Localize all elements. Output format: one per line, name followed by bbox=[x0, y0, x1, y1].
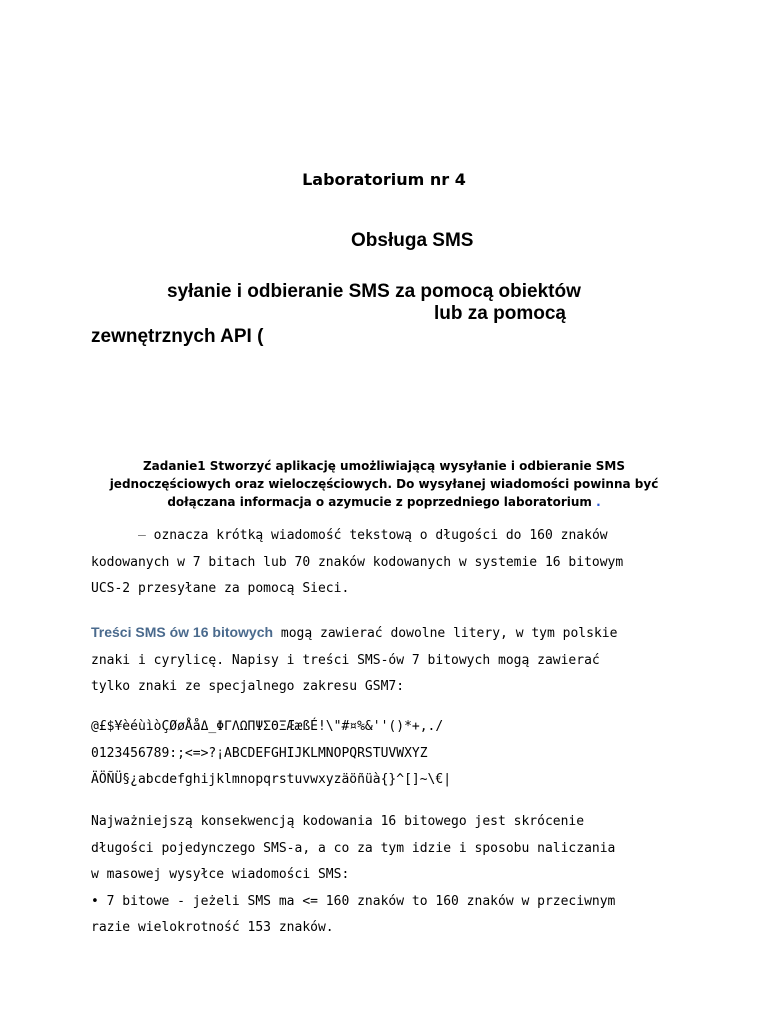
paragraph-line: w masowej wysyłce wiadomości SMS: bbox=[91, 867, 350, 882]
charset-line: ÄÖÑÜ§¿abcdefghijklmnopqrstuvwxyzäöñüà{}^[]~\€| bbox=[91, 772, 452, 787]
task-description bbox=[100, 457, 668, 511]
paragraph-line: kodowanych w 7 bitach lub 70 znaków kodowanych w systemie 16 bitowym bbox=[91, 554, 624, 570]
paragraph-line: tylko znaki ze specjalnego zakresu GSM7: bbox=[91, 679, 405, 694]
charset-line: @£$¥èéùìòÇØøÅåΔ_ΦΓΛΩΠΨΣΘΞÆæßÉ!\"#¤%&''()*+,./ bbox=[91, 719, 444, 734]
paragraph-line-text: mogą zawierać dowolne litery, w tym polskie bbox=[273, 626, 618, 641]
paragraph-line: znaki i cyrylicę. Napisy i treści SMS-ów 7 bitowych mogą zawierać bbox=[91, 652, 600, 668]
paragraph-line bbox=[91, 523, 623, 550]
bullet-item-continuation: razie wielokrotność 153 znaków. bbox=[91, 920, 334, 935]
paragraph-line: UCS-2 przesyłane za pomocą Sieci. bbox=[91, 581, 350, 596]
paragraph-line bbox=[91, 619, 617, 648]
paragraph-line: długości pojedynczego SMS-a, a co za tym idzie i sposobu naliczania bbox=[91, 840, 616, 856]
subtitle-line-2: lub za pomocą bbox=[434, 303, 566, 324]
lead-phrase: Treści SMS ów 16 bitowych bbox=[91, 624, 274, 640]
lab-title-text: Laboratorium nr 4 bbox=[302, 170, 466, 189]
task-dot: . bbox=[596, 495, 601, 509]
gsm7-charset-block bbox=[91, 714, 451, 794]
charset-line: 0123456789:;<=>?¡ABCDEFGHIJKLMNOPQRSTUVWXYZ bbox=[91, 745, 428, 761]
em-dash: — bbox=[138, 528, 146, 543]
lab-title bbox=[0, 170, 768, 189]
bullet-item: • 7 bitowe - jeżeli SMS ma <= 160 znaków to 160 znaków w przeciwnym bbox=[91, 893, 616, 909]
sms-definition-paragraph bbox=[91, 523, 623, 603]
paragraph-line-text: oznacza krótką wiadomość tekstową o długości do 160 znaków bbox=[145, 528, 608, 543]
document-title: Obsługa SMS bbox=[351, 230, 474, 251]
encoding-paragraph bbox=[91, 619, 617, 701]
task-text: Zadanie1 Stworzyć aplikację umożliwiającą wysyłanie i odbieranie SMS jednoczęściowych oraz wieloczęściowych. Do wysyłanej wiadomości powinna być dołączana informacja o azymucie z poprzedniego laboratorium bbox=[109, 459, 659, 509]
consequence-paragraph bbox=[91, 809, 615, 942]
paragraph-line: Najważniejszą konsekwencją kodowania 16 bitowego jest skrócenie bbox=[91, 814, 585, 829]
subtitle-line-1: syłanie i odbieranie SMS za pomocą obiektów bbox=[167, 281, 581, 302]
subtitle-line-3: zewnętrznych API ( bbox=[91, 326, 264, 347]
